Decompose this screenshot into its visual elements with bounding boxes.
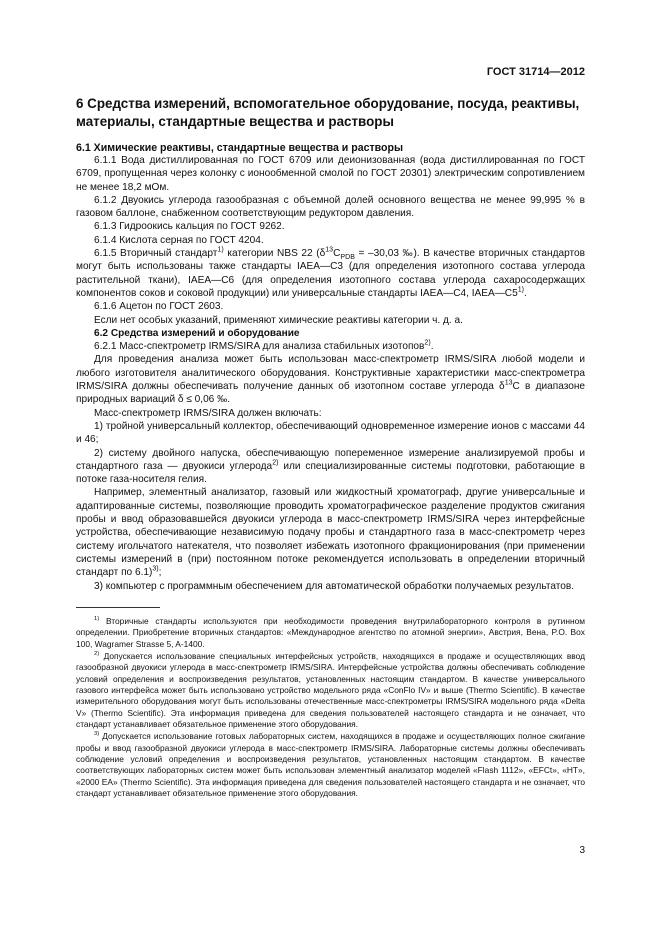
subsection-heading-6-2: 6.2 Средства измерений и оборудование: [94, 327, 300, 339]
note-reagents: Если нет особых указаний, применяют химические реактивы категории ч. д. а.: [94, 314, 463, 326]
list-item-3: 3) компьютер с программным обеспечением для автоматической обработки получаемых результатов.: [94, 580, 575, 592]
list-item-2: 2) систему двойного напуска, обеспечивающую попеременное измерение анализируемой пробы и стандартного газа — двуокиси углерода$^{2)}$ или специализированные системы подготовки, работающие в потоке газа-носителя гелия.: [76, 447, 585, 486]
para-example: Например, элементный анализатор, газовый или жидкостный хроматограф, другие универсальные и адаптированные системы, позволяющие проводить хроматографическое разделение продуктов сжигания пробы и ввод образовавшейся двуокиси углерода в масс-спектрометр IRMS/SIRA через интерфейсные устройства, обеспечивающие независимую подачу пробы и стандартного газа в масс-спектрометр через систему игольчатого натекателя, что позволяет избежать изотопного фракционирования (при применении системы измерений в (при) постоянном потоке рекомендуется использовать в определении вторичный стандарт по 6.1)$^{3)}$;: [76, 487, 585, 579]
document-header: ГОСТ 31714—2012: [486, 66, 585, 78]
para-6-1-5: 6.1.5 Вторичный стандарт$^{1)}$ категории NBS 22 ($\delta^{13}C_{PDB} = -30,03$ ‰). В качестве вторичных стандартов могут быть использованы также стандарты IAEA—C3 (для определения изотопного состава углерода растительной ткани), IAEA—C6 (для определения изотопного состава углерода сахаросодержащих компонентов соков и соковой продукции) или универсальные стандарты IAEA—C4, IAEA—C5$^{1)}$.: [76, 246, 585, 299]
footnote-2: $^{2)}$ Допускается использование специальных интерфейсных устройств, находящихся в продаже и осуществляющих ввод газообразной двуокиси углерода в масс-спектрометр IRMS/SIRA. Интерфейсные устройства должны обеспечивать соблюдение условий определения и воспроизведения результатов, установленных настоящим стандартом. В качестве универсального газового интерфейса может быть использовано устройство модельного ряда «ConFlo IV» и выше (Thermo Scientific). В качестве измерительного оборудования могут быть использованы отечественные масс-спектрометры IRMS/SIRA модельного ряда «Delta V» (Thermo Scientific). Эта информация приведена для сведения пользователей настоящего стандарта и не означает, что стандарт устанавливает обязательное применение этого оборудования.: [76, 651, 585, 730]
para-6-2-1: 6.2.1 Масс-спектрометр IRMS/SIRA для анализа стабильных изотопов$^{2)}$.: [94, 339, 434, 353]
footnote-3: $^{3)}$ Допускается использование готовых лабораторных систем, находящихся в продаже и осуществляющих полное сжигание пробы и ввод газообразной двуокиси углерода в масс-спектрометр IRMS/SIRA. Лабораторные системы должны обеспечивать соблюдение условий определения и воспроизведения результатов, установленных настоящим стандартом. В качестве соответствующих лабораторных систем может быть использован элементный анализатор моделей «Flash 1112», «EFCt», «HT», «2000 EA» (Thermo Scientific). Эта информация приведена для сведения пользователей настоящего стандарта и не означает, что стандарт устанавливает обязательное применение этого оборудования.: [76, 731, 585, 799]
body-text: [76, 154, 585, 593]
footnote-ref-2: 2): [272, 459, 279, 467]
footnote-separator: [76, 607, 160, 608]
para-6-1-2: 6.1.2 Двуокись углерода газообразная с объемной долей основного вещества не менее 99,995 % в газовом баллоне, снабженном соответствующим редуктором давления.: [76, 194, 585, 220]
footnote-ref-3: 3): [152, 565, 159, 573]
page-number: 3: [579, 845, 585, 856]
para-includes: Масс-спектрометр IRMS/SIRA должен включать:: [94, 407, 322, 419]
para-6-1-1: 6.1.1 Вода дистиллированная по ГОСТ 6709 или деионизованная (вода дистиллированная по ГОСТ 6709, пропущенная через колонку с ионообменной смолой по ГОСТ 20301) электрическим сопротивлением не менее 18,2 мОм.: [76, 155, 585, 193]
footnote-ref-1: 1): [517, 286, 524, 294]
section-title: 6 Средства измерений, вспомогательное оборудование, посуда, реактивы, материалы, стандартные вещества и растворы: [76, 96, 580, 129]
para-6-1-4: 6.1.4 Кислота серная по ГОСТ 4204.: [94, 234, 264, 246]
footnote-1: $^{1)}$ Вторичные стандарты используются при необходимости проведения внутрилабораторного контроля в рутинном определении. Приобретение вторичных стандартов: «Международное агентство по атомной энергии», Австрия, Вена, P.O. Box 100, Wagramer Strasse 5, A-1400.: [76, 616, 585, 649]
footnote-ref-2: 2): [424, 339, 431, 347]
footnote-ref-1: 1): [217, 246, 224, 254]
para-6-1-6: 6.1.6 Ацетон по ГОСТ 2603.: [94, 301, 224, 313]
para-6-1-3: 6.1.3 Гидроокись кальция по ГОСТ 9262.: [94, 221, 285, 233]
footnotes: [76, 616, 585, 801]
para-analysis: Для проведения анализа может быть использован масс-спектрометр IRMS/SIRA любой модели и любого изготовителя аналитического оборудования. Конструктивные характеристики масс-спектрометра IRMS/SIRA должны обеспечивать получение данных об изотопном составе углерода $\delta^{13}С$ в диапазоне природных вариаций δ ≤ 0,06 ‰.: [76, 354, 586, 406]
list-item-1: 1) тройной универсальный коллектор, обеспечивающий одновременное измерение ионов с массами 44 и 46;: [76, 420, 585, 446]
subsection-heading-6-1: 6.1 Химические реактивы, стандартные вещества и растворы: [76, 142, 404, 154]
